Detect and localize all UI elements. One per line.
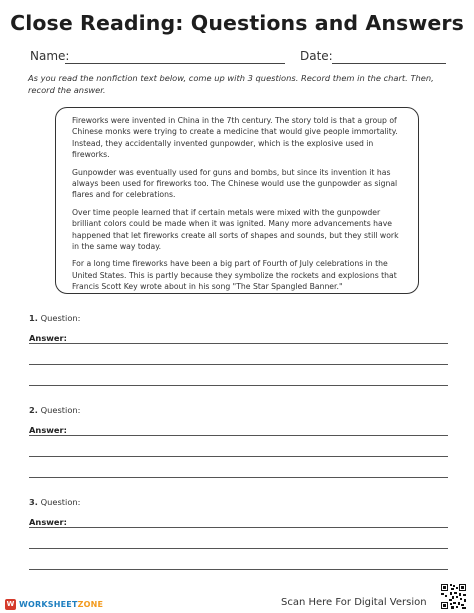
worksheetzone-logo[interactable] bbox=[5, 597, 103, 611]
answer-2-line-1[interactable] bbox=[29, 435, 448, 436]
name-label: Name: bbox=[30, 49, 70, 63]
answer-3-line-3[interactable] bbox=[29, 569, 448, 570]
question-number: 2. bbox=[29, 405, 38, 415]
reading-paragraph-4: For a long time fireworks have been a big part of Fourth of July celebrations in the United States. This is partly because they symbolize the rockets and explosions that Francis Scott Key wrote about in his song "The Star Spangled Banner." bbox=[72, 259, 397, 292]
qr-code-icon[interactable] bbox=[440, 583, 467, 610]
answer-1-line-1[interactable] bbox=[29, 343, 448, 344]
question-label: Question: bbox=[40, 405, 81, 415]
answer-2-line-3[interactable] bbox=[29, 477, 448, 478]
answer-2-label: Answer: bbox=[29, 425, 67, 435]
question-2 bbox=[29, 405, 80, 415]
name-line[interactable] bbox=[65, 63, 285, 64]
logo-text-part2: ZONE bbox=[77, 599, 104, 609]
answer-3-line-1[interactable] bbox=[29, 527, 448, 528]
page-title: Close Reading: Questions and Answers bbox=[10, 11, 464, 35]
answer-1-line-3[interactable] bbox=[29, 385, 448, 386]
logo-mark-icon: W bbox=[6, 600, 15, 608]
question-label: Question: bbox=[40, 313, 81, 323]
question-3 bbox=[29, 497, 80, 507]
reading-passage-box bbox=[55, 107, 419, 294]
answer-1-label: Answer: bbox=[29, 333, 67, 343]
question-1 bbox=[29, 313, 80, 323]
date-label: Date: bbox=[300, 49, 333, 63]
question-label: Question: bbox=[40, 497, 81, 507]
answer-2-line-2[interactable] bbox=[29, 456, 448, 457]
answer-3-line-2[interactable] bbox=[29, 548, 448, 549]
reading-paragraph-2: Gunpowder was eventually used for guns and bombs, but since its invention it has always been used for fireworks too. The Chinese would use the gunpowder as signal flares and for celebrations. bbox=[72, 167, 398, 200]
question-number: 1. bbox=[29, 313, 38, 323]
answer-3-label: Answer: bbox=[29, 517, 67, 527]
logo-text-part1: WORKSHEET bbox=[19, 599, 78, 609]
date-line[interactable] bbox=[332, 63, 446, 64]
question-number: 3. bbox=[29, 497, 38, 507]
scan-digital-text: Scan Here For Digital Version bbox=[281, 597, 427, 608]
instructions: As you read the nonfiction text below, come up with 3 questions. Record them in the chart. Then, record the answer. bbox=[28, 73, 434, 95]
answer-1-line-2[interactable] bbox=[29, 364, 448, 365]
reading-paragraph-3: Over time people learned that if certain metals were mixed with the gunpowder brilliant colors could be made when it was ignited. Many more advancements have happened that let fireworks create all sorts of shapes and sounds, but they still work in the same way today. bbox=[72, 207, 399, 252]
reading-paragraph-1: Fireworks were invented in China in the 7th century. The story told is that a group of Chinese monks were trying to create a medicine that would give people immortality. Instead, they accidentally invented gunpowder, which is the explosive used in fireworks. bbox=[72, 116, 398, 160]
